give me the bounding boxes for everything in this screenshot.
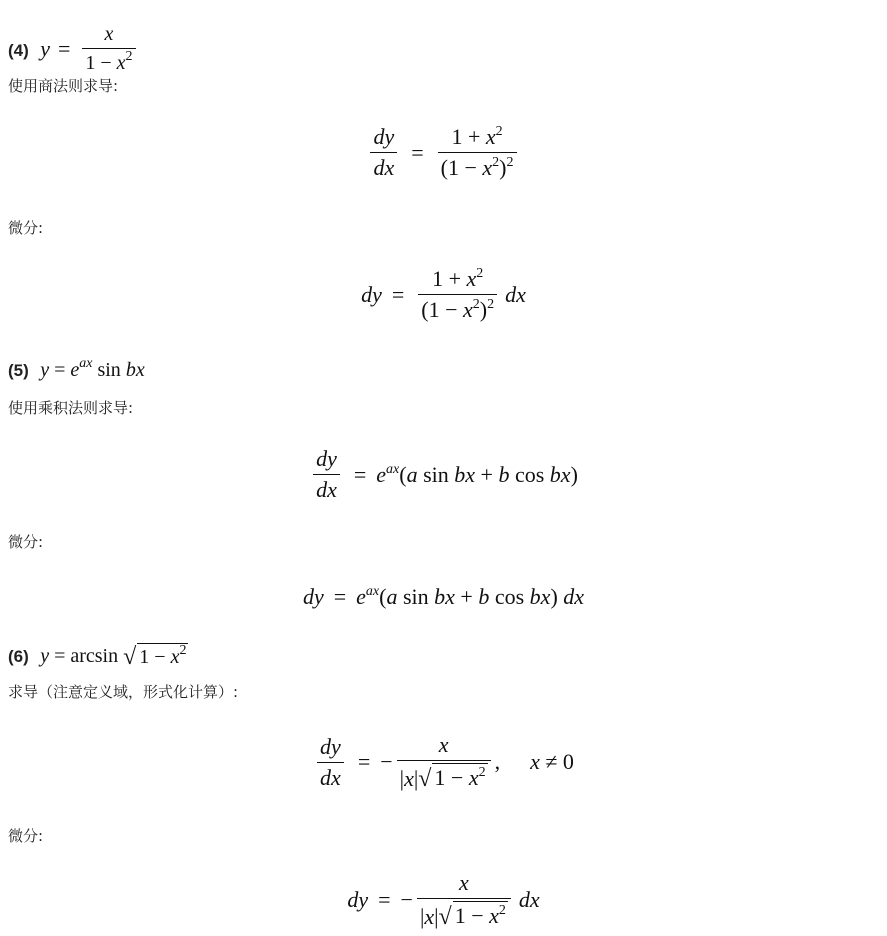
- step-text: 微分:: [8, 219, 44, 237]
- differential-formula: dy = $\frac{1 + x^2}{(1 - x^2)^2}$ dx: [361, 266, 526, 322]
- derivative-formula: $\frac{dy}{dx}$ = $\frac{1 + x^2}{(1 - x^2)^2}$: [0, 124, 887, 181]
- step-text: 微分:: [8, 827, 44, 845]
- step-text: 使用乘积法则求导:: [8, 399, 134, 417]
- problem-label: (4): [8, 40, 29, 60]
- step-text: 使用商法则求导:: [8, 77, 119, 95]
- differential-formula: dy = − x |x| √ $1 - x^2$ dx: [347, 870, 540, 930]
- derivative-formula: $\frac{dy}{dx}$ = − x |x| √ $1 - x^2$ , x ≠ 0: [0, 732, 887, 792]
- problem-label: (5): [8, 361, 29, 380]
- derivative-formula: $\frac{dy}{dx}$ = $e^{ax}(a$ sin bx + b cos bx): [0, 446, 887, 503]
- differential-formula: dy = $e^{ax}(a$ sin bx + b cos bx) dx: [302, 584, 585, 609]
- problem-label: (6): [8, 647, 29, 666]
- step-text: 求导（注意定义域，形式化计算）:: [8, 683, 239, 701]
- step-text: 微分:: [8, 533, 44, 551]
- function-formula: y = $\frac{x}{1 - x^2}$: [40, 22, 139, 75]
- function-formula: y = arcsin √ $1 - x^2$: [40, 643, 187, 670]
- problem-5-heading: [8, 358, 145, 383]
- function-formula: $y = e^{ax}$ sin bx: [40, 356, 145, 381]
- problem-4-heading: [8, 22, 140, 75]
- problem-6-heading: [8, 643, 188, 669]
